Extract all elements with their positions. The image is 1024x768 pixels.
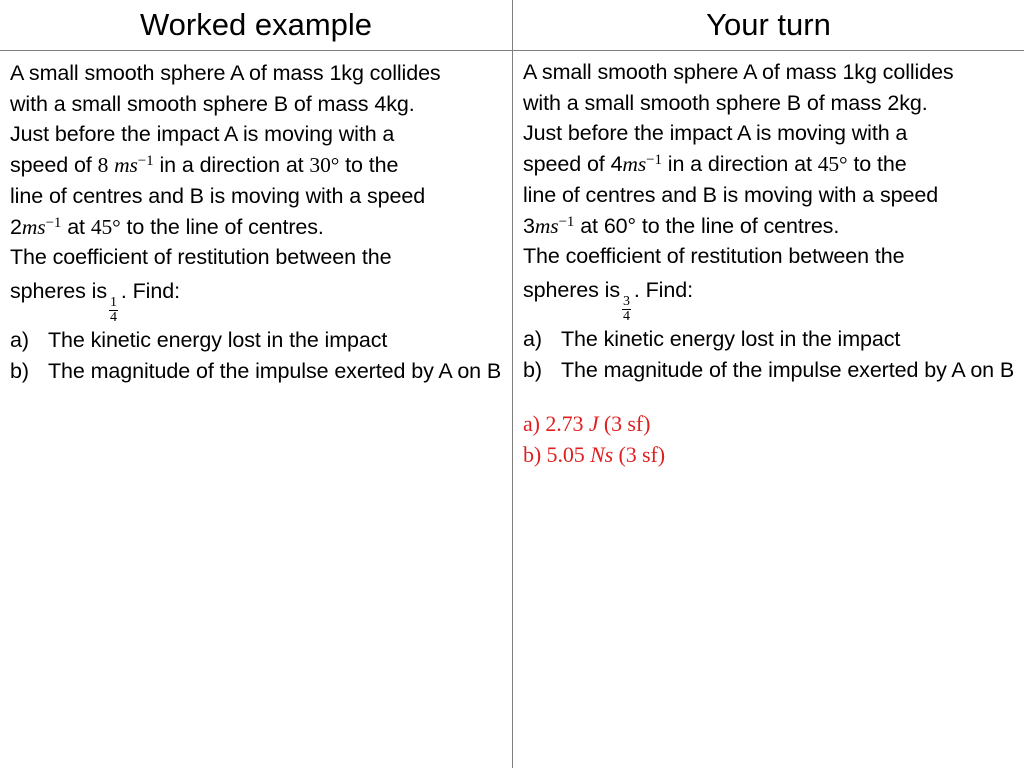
line-6-end: to the line of centres.	[641, 213, 840, 238]
question-a-text: The kinetic energy lost in the impact	[48, 327, 388, 352]
question-a-label: a)	[523, 326, 542, 351]
unit-exponent: −1	[558, 213, 575, 230]
unit: ms	[21, 214, 46, 239]
restitution-fraction	[109, 296, 118, 325]
line-2: with a small smooth sphere B of mass 2kg.	[523, 90, 928, 115]
question-b-text: The magnitude of the impulse exerted by A on B	[561, 357, 1015, 382]
answer-a	[523, 409, 1018, 440]
angle-a: 30°	[309, 153, 340, 178]
unit-exponent: −1	[45, 214, 62, 231]
speed-prefix: speed of	[523, 152, 605, 177]
fraction-numerator: 1	[110, 294, 117, 310]
line-6	[523, 211, 1018, 242]
line-4	[10, 150, 505, 181]
unit-exponent: −1	[646, 152, 662, 169]
question-b-text: The magnitude of the impulse exerted by A on B	[48, 358, 502, 383]
direction-text: in a direction at	[667, 152, 812, 177]
angle-a: 45°	[817, 152, 848, 177]
answer-a-unit: J	[588, 411, 599, 437]
find-text: . Find:	[120, 278, 180, 303]
answer-a-sf: (3 sf)	[603, 411, 651, 437]
line-8	[10, 273, 505, 325]
question-a	[523, 324, 1018, 355]
answer-a-value: 2.73	[545, 411, 584, 437]
spheres-is: spheres is	[10, 278, 107, 303]
answer-b	[523, 440, 1018, 471]
line-1: A small smooth sphere A of mass 1kg collides	[10, 61, 441, 85]
line-7: The coefficient of restitution between the	[10, 245, 392, 270]
fraction-denominator: 4	[110, 309, 117, 325]
header-worked-example: Worked example	[139, 7, 373, 42]
answers	[523, 409, 1018, 470]
speed-a-value: 4	[610, 152, 623, 177]
speed-b-value: 2	[10, 214, 22, 239]
question-b-label: b)	[10, 358, 29, 383]
line-6-end: to the line of centres.	[126, 214, 324, 239]
answer-b-sf: (3 sf)	[618, 442, 665, 468]
speed-a-value: 8	[97, 153, 109, 178]
line-2: with a small smooth sphere B of mass 4kg.	[10, 91, 415, 116]
line-7: The coefficient of restitution between the	[523, 244, 905, 269]
answer-b-prefix: b)	[523, 442, 542, 468]
unit: ms	[622, 152, 647, 177]
unit: ms	[114, 153, 138, 178]
line-3: Just before the impact A is moving with a	[523, 121, 908, 146]
worked-example-panel	[10, 58, 505, 386]
direction-text: in a direction at	[159, 153, 304, 178]
line-5: line of centres and B is moving with a speed	[523, 182, 939, 207]
fraction-denominator: 4	[623, 308, 630, 324]
angle-b: 45°	[90, 214, 121, 239]
speed-b-value: 3	[523, 213, 535, 238]
question-b	[10, 356, 505, 387]
at-text: at	[67, 214, 85, 239]
angle-b: 60°	[603, 213, 637, 238]
line-1: A small smooth sphere A of mass 1kg collides	[523, 60, 954, 84]
question-a-label: a)	[10, 327, 29, 352]
your-turn-panel	[523, 57, 1018, 471]
column-divider	[512, 0, 513, 768]
answer-b-unit: Ns	[590, 442, 614, 468]
direction-end: to the	[345, 153, 399, 178]
line-8	[523, 272, 1018, 324]
fraction-numerator: 3	[623, 293, 630, 309]
direction-end: to the	[853, 152, 907, 177]
answer-b-value: 5.05	[546, 442, 585, 468]
question-b-label: b)	[523, 357, 542, 382]
line-6	[10, 212, 505, 243]
find-text: . Find:	[633, 277, 693, 302]
question-a	[10, 325, 505, 356]
question-b	[523, 355, 1018, 386]
unit: ms	[534, 213, 559, 238]
question-a-text: The kinetic energy lost in the impact	[561, 326, 901, 351]
header-divider	[0, 50, 1024, 51]
restitution-fraction	[622, 295, 631, 324]
spheres-is: spheres is	[523, 277, 620, 302]
line-4	[523, 149, 1018, 180]
header-your-turn: Your turn	[706, 7, 831, 42]
unit-exponent: −1	[137, 153, 154, 170]
line-5: line of centres and B is moving with a speed	[10, 183, 426, 208]
speed-prefix: speed of	[10, 153, 92, 178]
line-3: Just before the impact A is moving with a	[10, 122, 395, 147]
answer-a-prefix: a)	[523, 411, 540, 437]
at-text: at	[580, 213, 598, 238]
